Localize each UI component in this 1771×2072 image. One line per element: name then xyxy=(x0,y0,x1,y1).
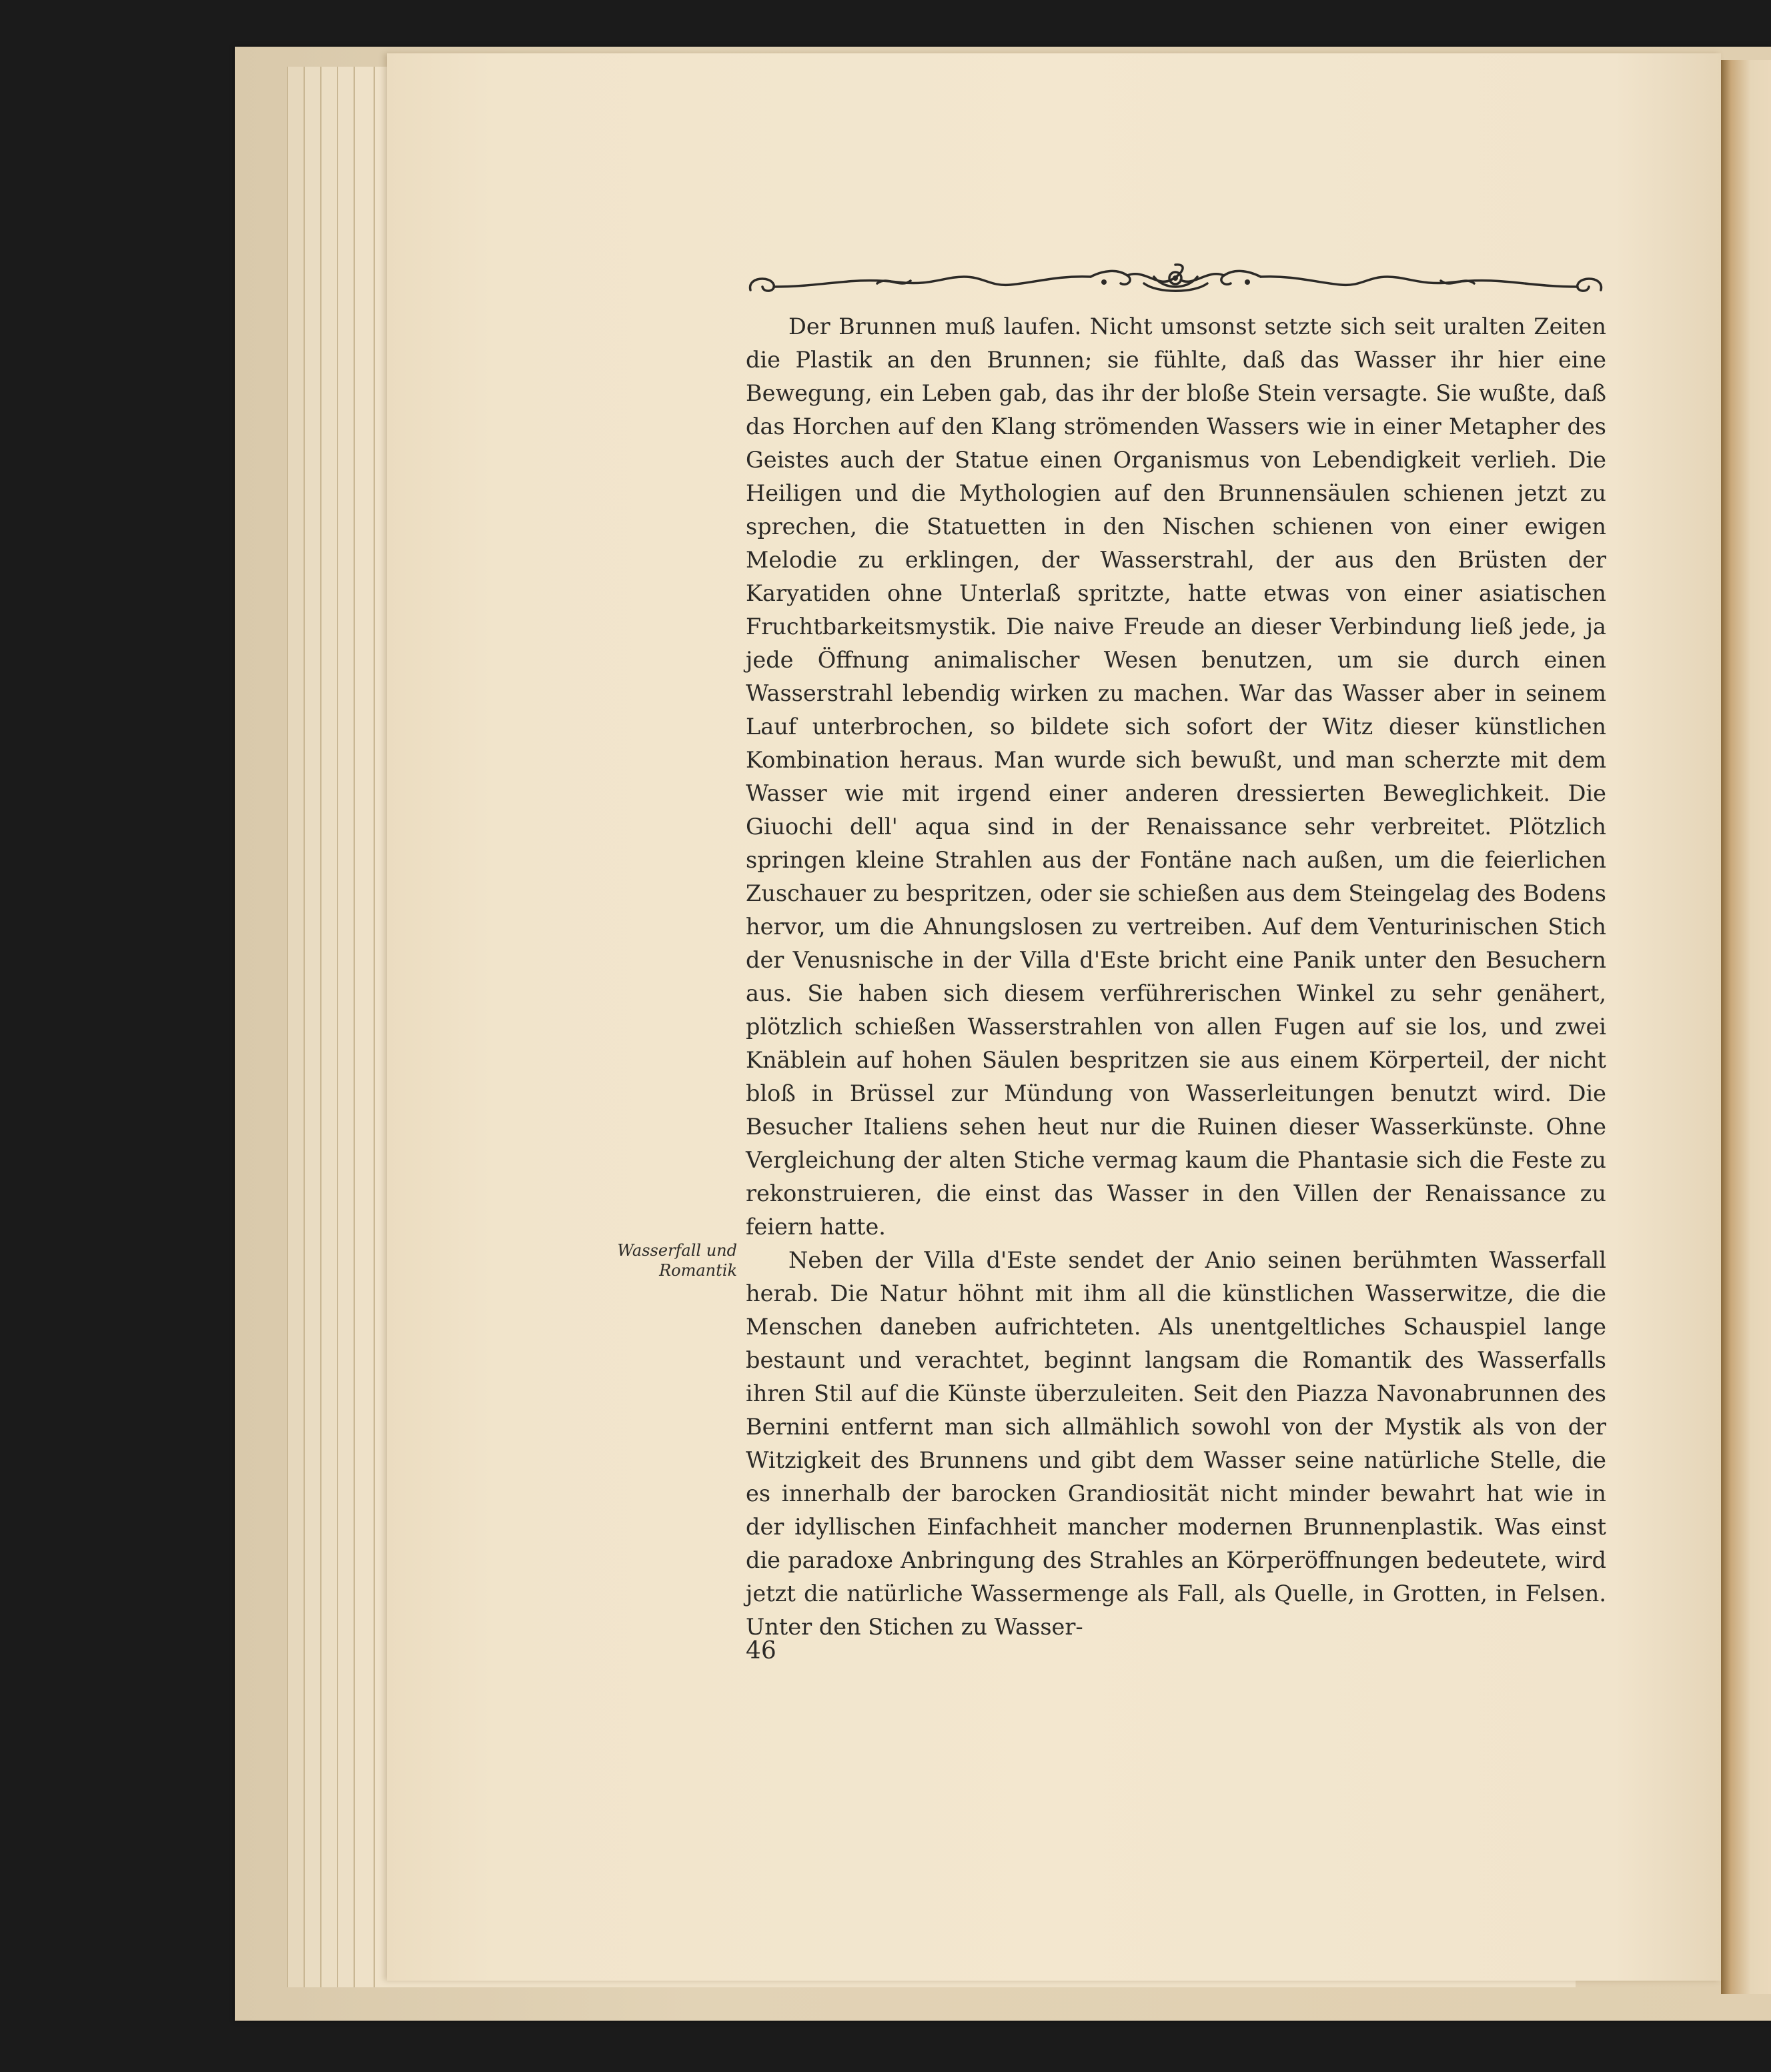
facing-page-edge xyxy=(1721,60,1771,1994)
page-number: 46 xyxy=(746,1637,776,1665)
ornament-headpiece-icon xyxy=(744,257,1608,303)
marginal-note xyxy=(587,1240,737,1280)
paragraph-2: Neben der Villa d'Este sendet der Anio seinen berühmten Wasserfall herab. Die Natur höhnt mit ihm all die künstlichen Wasserwitze, die die Menschen daneben aufrichteten. Als unentgeltliches Schauspiel lange bestaunt und verachtet, beginnt langsam die Romantik des Wasserfalls ihren Stil auf die Künste überzuleiten. Seit den Piazza Navonabrunnen des Bernini entfernt man sich allmählich sowohl von der Mystik als von der Witzigkeit des Brunnens und gibt dem Wasser seine natürliche Stelle, die es innerhalb der barocken Grandiosität nicht minder bewahrt hat wie in der idyllischen Einfachheit mancher modernen Brunnenplastik. Was einst die paradoxe Anbringung des Strahles an Körperöffnungen bedeutete, wird jetzt die natürliche Wassermenge als Fall, als Quelle, in Grotten, in Felsen. Unter den Stichen zu Wasser- xyxy=(746,1247,1606,1640)
marginal-note-line: Wasserfall und xyxy=(617,1241,737,1260)
paragraph-1: Der Brunnen muß laufen. Nicht umsonst setzte sich seit uralten Zeiten die Plastik an den Brunnen; sie fühlte, daß das Wasser ihr hier eine Bewegung, ein Leben gab, das ihr der bloße Stein versagte. Sie wußte, daß das Horchen auf den Klang strömenden Wassers wie in einer Metapher des Geistes auch der Statue einen Organismus von Lebendigkeit verlieh. Die Heiligen und die Mythologien auf den Brunnensäulen schienen jetzt zu sprechen, die Statuetten in den Nischen schienen von einer ewigen Melodie zu erklingen, der Wasserstrahl, der aus den Brüsten der Karyatiden ohne Unterlaß spritzte, hatte etwas von einer asiatischen Fruchtbarkeitsmystik. Die naive Freude an dieser Verbindung ließ jede, ja jede Öffnung animalischer Wesen benutzen, um sie durch einen Wasserstrahl lebendig wirken zu machen. War das Wasser aber in seinem Lauf unterbrochen, so bildete sich sofort der Witz dieser künstlichen Kombination heraus. Man wurde sich bewußt, und man scherzte mit dem Wasser wie mit irgend einer anderen dressierten Beweglichkeit. Die Giuochi dell' aqua sind in der Renaissance sehr verbreitet. Plötzlich springen kleine Strahlen aus der Fontäne nach außen, um die feierlichen Zuschauer zu bespritzen, oder sie schießen aus dem Steingelag des Bodens hervor, um die Ahnungslosen zu vertreiben. Auf dem Venturinischen Stich der Venusnische in der Villa d'Este bricht eine Panik unter den Besuchern aus. Sie haben sich diesem verführerischen Winkel zu sehr genähert, plötzlich schießen Wasserstrahlen von allen Fugen auf sie los, und zwei Knäblein auf hohen Säulen bespritzen sie aus einem Körperteil, der nicht bloß in Brüssel zur Mündung von Wasserleitungen benutzt wird. Die Besucher Italiens sehen heut nur die Ruinen dieser Wasserkünste. Ohne Vergleichung der alten Stiche vermag kaum die Phantasie sich die Feste zu rekonstruieren, die einst das Wasser in den Villen der Renaissance zu feiern hatte. xyxy=(746,313,1606,1240)
body-text xyxy=(746,310,1606,1644)
marginal-note-line: Romantik xyxy=(659,1261,737,1280)
